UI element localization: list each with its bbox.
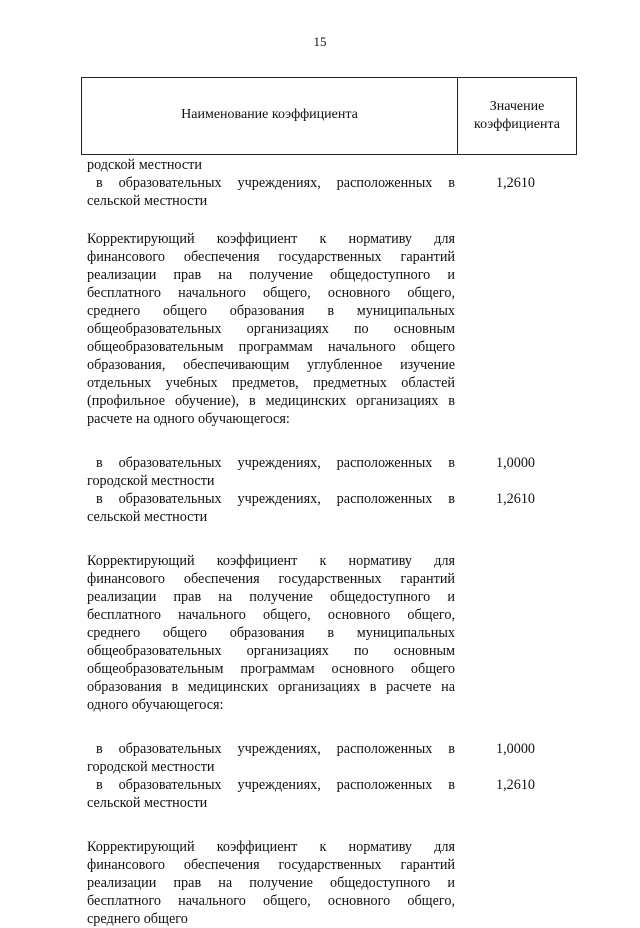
row-value: 1,0000 <box>495 741 535 757</box>
table-row <box>87 174 567 210</box>
table-row <box>87 838 567 928</box>
row-value: 1,2610 <box>495 777 535 793</box>
row-text: родской местности <box>87 157 202 173</box>
section-heading-text: Корректирующий коэффициент к нормативу для финансового обеспечения государственных гарантий реализации прав на получение общедоступного и бесплатного начального общего, основного общего, среднего общего <box>87 839 455 927</box>
header-value-line1: Значение <box>489 99 545 114</box>
row-text: в образовательных учреждениях, расположенных в городской местности <box>87 455 455 489</box>
row-text: в образовательных учреждениях, расположенных в сельской местности <box>87 777 455 811</box>
header-coefficient-value <box>458 98 576 134</box>
table-row <box>87 552 567 714</box>
row-text: в образовательных учреждениях, расположенных в городской местности <box>87 741 455 775</box>
page-number: 15 <box>313 34 327 49</box>
header-coefficient-name: Наименование коэффициента <box>181 107 358 122</box>
row-value: 1,2610 <box>495 175 535 191</box>
section-heading-text: Корректирующий коэффициент к нормативу для финансового обеспечения государственных гарантий реализации прав на получение общедоступного и бесплатного начального общего, основного общего, среднего общего образования в муниципальных общеобразовательных организациях по основным общеобразовательным программам начального общего образования, обеспечивающим углубленное изучение отдельных учебных предметов, предметных областей (профильное обучение), в медицинских организациях в расчете на одного обучающегося: <box>87 231 455 427</box>
table-row <box>87 776 567 812</box>
row-value: 1,0000 <box>495 455 535 471</box>
table-row <box>87 454 567 490</box>
section-heading-text: Корректирующий коэффициент к нормативу для финансового обеспечения государственных гарантий реализации прав на получение общедоступного и бесплатного начального общего, основного общего, среднего общего образования в муниципальных общеобразовательных организациях по основным общеобразовательным программам основного общего образования в медицинских организациях в расчете на одного обучающегося: <box>87 553 455 713</box>
table-row <box>87 230 567 428</box>
row-text: в образовательных учреждениях, расположенных в сельской местности <box>87 175 455 209</box>
table-row <box>87 156 567 174</box>
row-value: 1,2610 <box>495 491 535 507</box>
table-row <box>87 490 567 526</box>
table-body <box>87 156 567 928</box>
table-header <box>81 77 577 155</box>
table-row <box>87 740 567 776</box>
row-text: в образовательных учреждениях, расположенных в сельской местности <box>87 491 455 525</box>
header-value-line2: коэффициента <box>474 117 560 132</box>
